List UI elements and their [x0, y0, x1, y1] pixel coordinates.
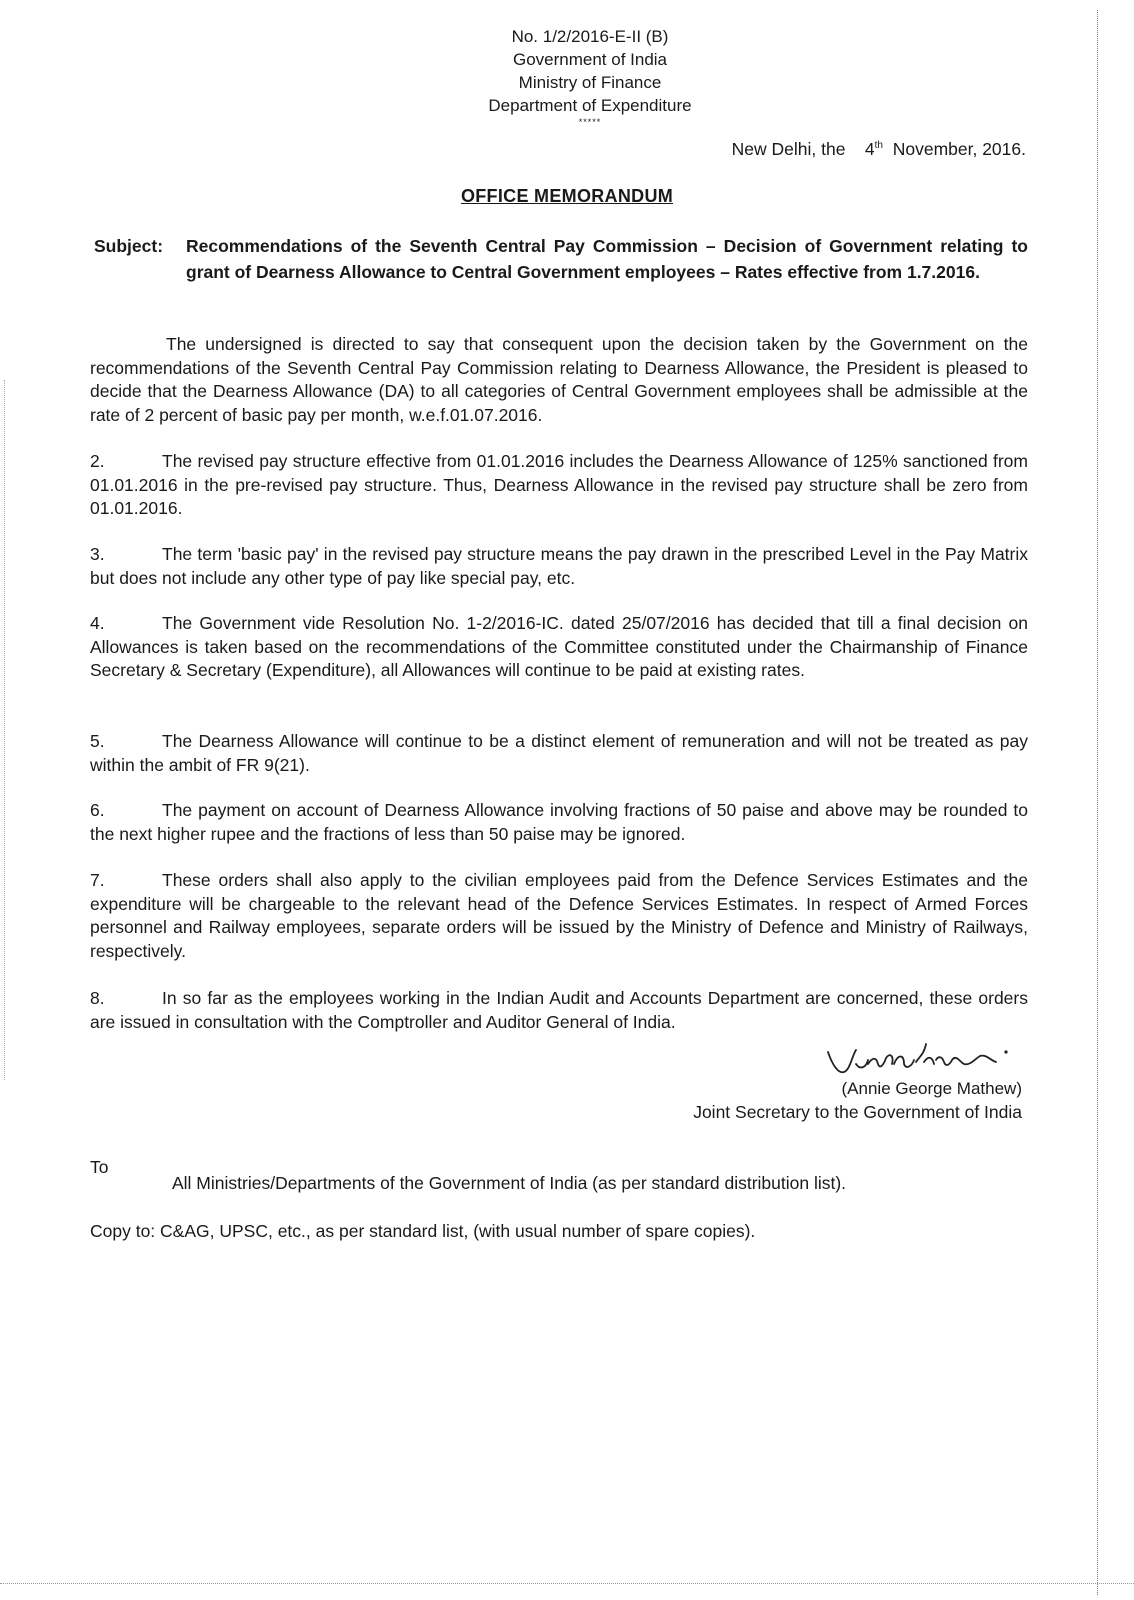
paragraph-2 — [90, 450, 1028, 521]
paragraph-text: These orders shall also apply to the civilian employees paid from the Defence Services Estimates and the expenditure will be chargeable to the relevant head of the Defence Services Estimates. In respect of Armed Forces personnel and Railway employees, separate orders will be issued by the Ministry of Defence and Ministry of Railways, respectively. — [90, 870, 1028, 961]
paragraph-text: The payment on account of Dearness Allowance involving fractions of 50 paise and above may be rounded to the next higher rupee and the fractions of less than 50 paise may be ignored. — [90, 800, 1028, 844]
header-separator: ***** — [578, 117, 602, 127]
paragraph-number: 6. — [90, 800, 105, 820]
scan-edge-left — [4, 380, 6, 1080]
to-label: To — [90, 1157, 109, 1177]
paragraph-text: The undersigned is directed to say that consequent upon the decision taken by the Government on the recommendations of the Seventh Central Pay Commission relating to Dearness Allowance, the President is pleased to decide that the Dearness Allowance (DA) to all categories of Central Government employees shall be admissible at the rate of 2 percent of basic pay per month, w.e.f.01.07.2016. — [90, 334, 1028, 425]
paragraph-text: The term 'basic pay' in the revised pay structure means the pay drawn in the prescribed Level in the Pay Matrix but does not include any other type of pay like special pay, etc. — [90, 544, 1028, 588]
memo-date — [732, 139, 1026, 160]
subject-text: Recommendations of the Seventh Central Pay Commission – Decision of Government relating to grant of Dearness Allowance to Central Government employees – Rates effective from 1.7.2016. — [186, 236, 1028, 282]
paragraph-3 — [90, 543, 1028, 590]
signatory-name: (Annie George Mathew) — [841, 1079, 1022, 1098]
paragraph-text: In so far as the employees working in the Indian Audit and Accounts Department are concerned, these orders are issued in consultation with the Comptroller and Auditor General of India. — [90, 988, 1028, 1032]
memo-title: OFFICE MEMORANDUM — [460, 186, 674, 206]
date-day: 4 — [864, 139, 875, 159]
paragraph-text: The revised pay structure effective from 01.01.2016 includes the Dearness Allowance of 125% sanctioned from 01.01.2016 in the pre-revised pay structure. Thus, Dearness Allowance in the revised pay structure shall be zero from 01.01.2016. — [90, 451, 1028, 518]
paragraph-number: 7. — [90, 870, 105, 890]
scan-edge-bottom — [0, 1583, 1134, 1584]
paragraph-text: The Government vide Resolution No. 1-2/2016-IC. dated 25/07/2016 has decided that till a final decision on Allowances is taken based on the recommendations of the Committee constituted under the Chairmanship of Finance Secretary & Secretary (Expenditure), all Allowances will continue to be paid at existing rates. — [90, 613, 1028, 680]
paragraph-5 — [90, 730, 1028, 777]
paragraph-7 — [90, 869, 1028, 963]
signatory-designation: Joint Secretary to the Government of India — [693, 1102, 1022, 1122]
paragraph-4 — [90, 612, 1028, 683]
handwritten-signature — [820, 1034, 1030, 1082]
paragraph-number: 4. — [90, 613, 105, 633]
subject-label: Subject: — [94, 236, 164, 256]
government-line: Government of India — [512, 50, 668, 69]
ministry-line: Ministry of Finance — [518, 73, 662, 92]
date-suffix: th — [874, 140, 883, 152]
date-month-year: November, 2016. — [892, 139, 1026, 159]
paragraph-number: 8. — [90, 988, 105, 1008]
to-recipients: All Ministries/Departments of the Government of India (as per standard distribution list). — [172, 1173, 847, 1193]
file-number: No. 1/2/2016-E-II (B) — [511, 27, 669, 46]
department-line: Department of Expenditure — [488, 96, 692, 115]
copy-to: Copy to: C&AG, UPSC, etc., as per standard list, (with usual number of spare copies). — [90, 1221, 756, 1241]
paragraph-8 — [90, 987, 1028, 1034]
paragraph-1 — [90, 333, 1028, 427]
paragraph-number: 5. — [90, 731, 105, 751]
scan-edge-right — [1096, 10, 1098, 1595]
paragraph-text: The Dearness Allowance will continue to be a distinct element of remuneration and will not be treated as pay within the ambit of FR 9(21). — [90, 731, 1028, 775]
paragraph-number: 3. — [90, 544, 105, 564]
subject-block — [94, 233, 1028, 285]
paragraph-6 — [90, 799, 1028, 846]
paragraph-number: 2. — [90, 451, 105, 471]
date-prefix: New Delhi, the — [731, 139, 846, 159]
